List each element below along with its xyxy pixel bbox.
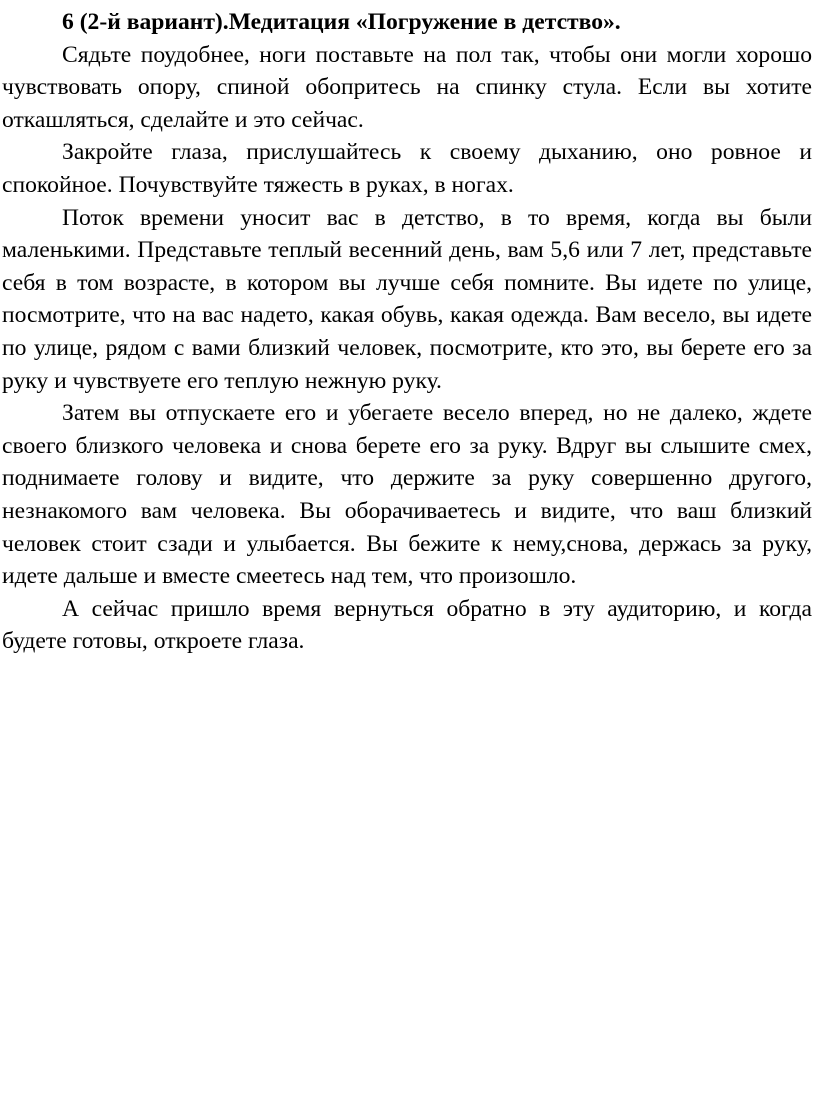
paragraph-childhood: Поток времени уносит вас в детство, в то время, когда вы были маленькими. Представьте теплый весенний день, вам 5,6 или 7 лет, представьте себя в том возрасте, в котором вы лучше себя помните. Вы идете по улице, посмотрите, что на вас надето, какая обувь, какая одежда. Вам весело, вы идете по улице, рядом с вами близкий человек, посмотрите, кто это, вы берете его за руку и чувствуете его теплую нежную руку. <box>2 204 812 394</box>
paragraph-seating: Сядьте поудобнее, ноги поставьте на пол так, чтобы они могли хорошо чувствовать опору, спиной обопритесь на спинку стула. Если вы хотите откашляться, сделайте и это сейчас. <box>2 41 812 133</box>
paragraph-stranger: Затем вы отпускаете его и убегаете весело вперед, но не далеко, ждете своего близкого человека и снова берете его за руку. Вдруг вы слышите смех, поднимаете голову и видите, что держите за руку совершенно другого, незнакомого вам человека. Вы оборачиваетесь и видите, что ваш близкий человек стоит сзади и улыбается. Вы бежите к нему,снова, держась за руку, идете дальше и вместе смеетесь над тем, что произошло. <box>2 400 812 590</box>
paragraph-return: А сейчас пришло время вернуться обратно в эту аудиторию, и когда будете готовы, откроете глаза. <box>2 595 812 655</box>
document-title: 6 (2-й вариант).Медитация «Погружение в детство». <box>62 9 621 35</box>
paragraph-breathing: Закройте глаза, прислушайтесь к своему дыханию, оно ровное и спокойное. Почувствуйте тяжесть в руках, в ногах. <box>2 139 812 198</box>
